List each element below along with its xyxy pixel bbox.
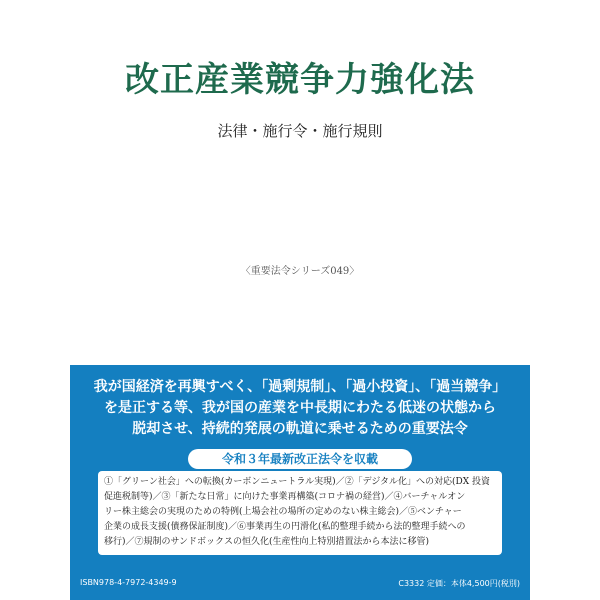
lead-line: を是正する等、我が国の産業を中長期にわたる低迷の状態から — [104, 400, 496, 416]
blue-band — [70, 365, 530, 600]
lead-text — [80, 377, 520, 440]
price: C3332 定価：本体4,500円(税別) — [398, 579, 520, 588]
contents-line: 企業の成長支援(債務保証制度)／⑥事業再生の円滑化(私的整理手続から法的整理手続への — [104, 522, 466, 532]
contents-line: ①「グリーン社会」への転換(カーボンニュートラル実現)／②「デジタル化」への対応(DX 投資 — [104, 477, 491, 487]
contents-line: 促進税制等)／③「新たな日常」に向けた事業再構築(コロナ禍の経営)／④バーチャルオン — [104, 492, 466, 502]
book-subtitle: 法律・施行令・施行規則 — [217, 122, 383, 140]
series-label: 〈重要法令シリーズ049〉 — [240, 266, 360, 277]
contents-line: リー株主総会の実現のための特例(上場会社の場所の定めのない株主総会)／⑤ベンチャー — [104, 507, 462, 517]
contents-box — [98, 471, 502, 555]
contents-line: 移行)／⑦規制のサンドボックスの恒久化(生産性向上特別措置法から本法に移管) — [104, 537, 429, 547]
lead-line: 我が国経済を再興すべく、「過剰規制」、「過小投資」、「過当競争」 — [93, 379, 507, 395]
book-title: 改正産業競争力強化法 — [125, 60, 475, 100]
lead-line: 脱却させ、持続的発展の軌道に乗せるための重要法令 — [132, 421, 468, 437]
revision-badge: 令和３年最新改正法令を収載 — [188, 449, 412, 469]
isbn: ISBN978-4-7972-4349-9 — [80, 578, 177, 587]
